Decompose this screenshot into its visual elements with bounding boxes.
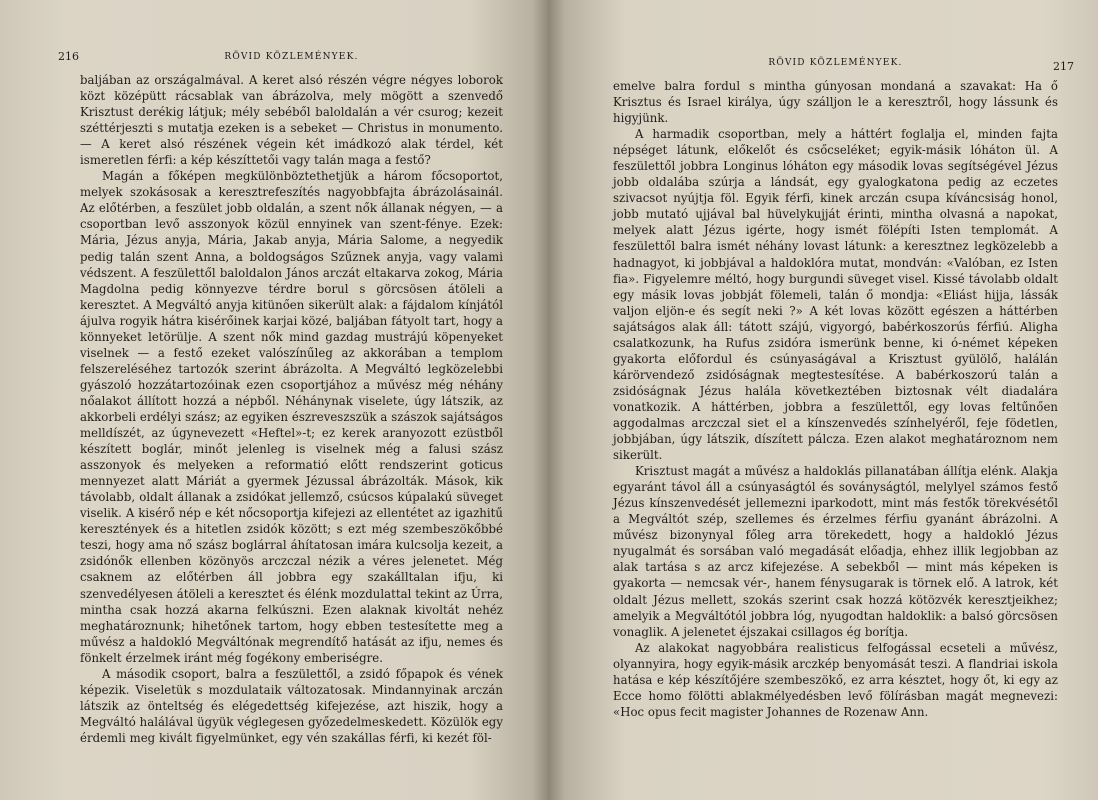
right-paragraph-3: Krisztust magát a művész a haldoklás pillanatában állítja elénk. Alakja egyaránt távol áll a csúnyaságtól és soványságtól, melylyel számos festő Jézus kínszenvedését jellemezni iparkodott, mint más festők törekvésétől a Megváltót szép, szellemes és érzelmes férfiu gyanánt ábrázolni. A művész bizonynyal főleg arra törekedett, hogy a haldokló Jézus nyugalmát és sorsában való megadását előadja, ehhez illik legjobban az alak tartása s az arcz kifejezése. A sebekből — mint más képeken is gyakorta — nemcsak vér-, hanem fénysugarak is törnek elő. A latrok, két oldalt Jézus mellett, szokás szerint csak hozzá kötözvék keresztjeikhez; amelyik a Megváltótól jobbra lóg, nyugodtan haldoklik: a balsó görcsösen vonaglik. A jelenetet éjszakai csillagos ég borítja. — [613, 464, 1058, 639]
right-page — [549, 0, 1098, 800]
right-paragraph-1: emelve balra fordul s mintha gúnyosan mondaná a szavakat: Ha ő Krisztus és Israel királya, úgy szálljon le a keresztről, hogy lássunk és higyjünk. — [613, 79, 1058, 126]
right-running-head — [613, 56, 1074, 78]
left-paragraph-2: Magán a főképen megkülönböztethetjük a három főcsoportot, melyek szokásosak a keresztrefeszítés nagyobbfajta ábrázolásainál. Az előtérben, a feszület jobb oldalán, a szent nők állanak négyen, — a csoportban levő asszonyok közül ennyinek van szent-fénye. Ezek: Mária, Jézus anyja, Mária, Jakab anyja, Mária Salome, a negyedik pedig talán szent Anna, a boldogságos Szűznek anyja, vagy valami védszent. A feszülettől baloldalon János arczát eltakarva zokog, Mária Magdolna pedig könnyezve térdre borul s görcsösen átöleli a keresztet. A Megváltó anyja kitünően sikerült alak: a fájdalom kínjától ájulva rogyik hátra kisérőinek karjai közé, baljában fátyolt tart, hogy a könnyeket letörülje. A szent nők mind gazdag mustrájú köpenyeket viselnek — a festő ezeket valószínűleg az akkorában a templom felszereléséhez tartozók szerint ábrázolta. A Megváltó legközelebbi gyászoló hozzátartozóinak ezen csoportjához a művész még néhány nőalakot állított hozzá a népből. Néhánynak viselete, úgy látszik, az akkorbeli erdélyi szász; az egyiken észreveszszük a szászok sajátságos melldíszét, az úgynevezett «Heftel»-t; ez kerek aranyozott ezüstből készített boglár, minőt jelenleg is viselnek még a falusi szász asszonyok és melyeken a reformatió előtt rendszerint goticus mennyezet alatt Máriát a gyermek Jézussal ábrázolták. Mások, kik távolabb, oldalt állanak a zsidókat jellemző, csúcsos kúpalakú süveget viselik. A kisérő nép e két nőcsoportja kifejezi az ellentétet az igazhitű keresztények és a hitetlen zsidók között; s ezt még szembeszökőbbé teszi, hogy ama nő szász boglárral áhítatosan imára kulcsolja kezeit, a zsidónők ellenben közönyös arczczal nézik a véres jelenetet. Még csaknem az előtérben áll jobbra egy szakálltalan ifju, ki szenvedélyesen átöleli a keresztet és élénk mozdulattal tekint az Úrra, mintha csak hozzá akarna felkúszni. Ezen alaknak kivoltát nehéz meghatároznunk; hihetőnek tartom, hogy ebben testesítette meg a művész a haldokló Megváltónak megrendítő hatását az ifju, nemes és fönkelt érzelmek iránt még fogékony emberiségre. — [80, 169, 503, 665]
left-running-head — [58, 50, 503, 72]
right-running-title: RÖVID KÖZLEMÉNYEK. — [768, 58, 903, 68]
right-paragraph-4: Az alakokat nagyobbára realisticus felfogással ecseteli a művész, olyannyira, hogy egyik-másik arczkép benyomását teszi. A flandriai iskola hatása e kép készítőjére szembeszökő, ez arra késztet, hogy őt, ki egy az Ecce homo fölötti ablakmélyedésben levő fölírásban magát megnevezi: «Hoc opus fecit magister Johannes de Rozenaw Ann. — [613, 640, 1058, 719]
left-body-text — [80, 72, 503, 746]
left-paragraph-1: baljában az országalmával. A keret alsó részén végre négyes loborok közt középütt rácsablak van ábrázolva, mely mögött a szenvedő Krisztust derékig látjuk; mély sebéből baloldalán a vér csurog; kezeit széttérjeszti s mutatja ezeken is a sebeket — Christus in monumento. — A keret alsó részének végein két imádkozó alak térdel, két ismeretlen férfi: a kép készíttetői vagy talán maga a festő? — [80, 73, 503, 168]
right-paragraph-2: A harmadik csoportban, mely a háttért foglalja el, minden fajta népséget látunk, előkelőt és csőcseléket; egyik-másik lóháton ül. A feszülettől jobbra Longinus lóháton egy második lovas segítségével Jézus jobb oldalába szúrja a lándsát, egy gyalogkatona pedig az eczetes szivacsot nyújtja föl. Egyik férfi, kinek arczán csupa kíváncsiság honol, jobb mutató ujjával bal hüvelykujját érinti, mintha olvasná a napokat, melyek alatt Jézus igérte, hogy ismét fölépíti Isten templomát. A feszülettől balra ismét néhány lovast látunk: a keresztnez legközelebb a hadnagyot, ki jobbjával a haldoklóra mutat, mondván: «Valóban, ez Isten fia». Figyelemre méltó, hogy burgundi süveget visel. Kissé távolabb oldalt egy másik lovas jobbját fölemeli, talán ő mondja: «Eliást hijja, lássák valjon eljön-e és segít neki ?» A két lovas között egészen a háttérben sajátságos alak áll: tátott szájú, vigyorgó, babérkoszorús férfiú. Aligha csalatkozunk, ha Rufus zsidóra ismerünk benne, ki ó-német képeken gyakorta előfordul és csúnyaságával a Krisztust gyülölő, halálán kárörvendező zsidóságnak megtestesítése. A babérkoszorú talán a zsidóságnak Jézus halála következtében biztosnak vélt diadalára vonatkozik. A háttérben, jobbra a feszülettől, egy lovas feltűnően aggodalmas arczczal siet el a kínszenvedés színhelyéről, feje födetlen, jobbjában, úgy látszik, díszített pálcza. Ezen alakot meghatároznom nem sikerült. — [613, 127, 1058, 463]
right-body-text — [613, 78, 1058, 720]
left-paragraph-3: A második csoport, balra a feszülettől, a zsidó főpapok és vének képezik. Viseletük s mozdulataik változatosak. Mindannyinak arczán látszik az önteltség és elégedettség kifejezése, azt hiszik, hogy a Megváltó halálával ügyük véglegesen győzedelmeskedett. Közülök egy érdemli meg kivált figyelmünket, egy vén szakállas férfi, ki kezét föl- — [80, 666, 503, 745]
left-page-number: 216 — [58, 50, 79, 63]
left-running-title: RÖVID KÖZLEMÉNYEK. — [224, 52, 359, 62]
right-page-number: 217 — [1053, 60, 1074, 73]
